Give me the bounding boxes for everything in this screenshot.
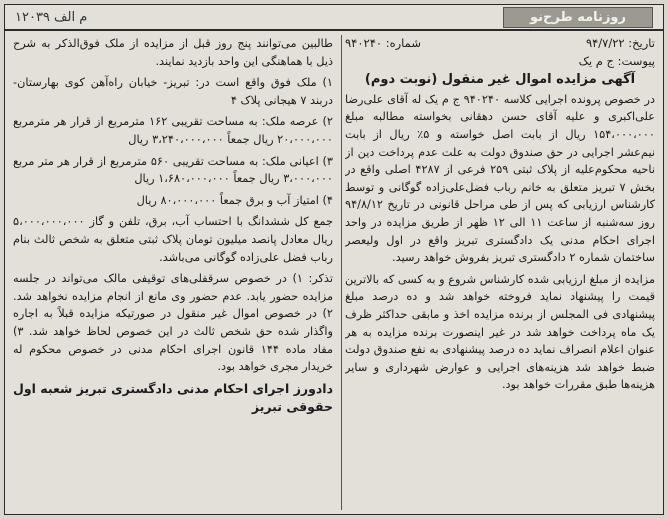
- notice-number: [345, 35, 421, 53]
- date-value: ۹۴/۷/۲۲: [585, 36, 625, 50]
- number-value: ۹۴۰۲۴۰: [345, 36, 383, 50]
- notice-signature: دادورز اجرای احکام مدنی دادگستری تبریز شعبه اول حقوقی تبریز: [13, 380, 333, 414]
- property-item-land: ۲) عرصه ملک: به مساحت تقریبی ۱۶۲ مترمربع از قرار هر مترمربع ۲۰،۰۰۰،۰۰۰ ریال جمعاً ۳،۲۴۰،۰۰۰،۰۰۰ ریال: [13, 115, 333, 146]
- notice-date-number-row: [345, 35, 655, 53]
- property-item-location: ۱) ملک فوق واقع است در: تبریز- خیابان راه‌آهن کوی بهارستان- دربند ۷ هیجانی پلاک ۴: [13, 76, 333, 107]
- notice-paragraph-terms: مزایده از مبلغ ارزیابی شده کارشناس شروع و به کسی که بالاترین قیمت را پیشنهاد نماید فروخته خواهد شد و ده درصد مبلغ پیشنهادی فی المجلس از برنده مزایده اخذ و مابقی حداکثر ظرف یک ماه پرداخت خواهد شد در غیر اینصورت برنده مزایده به هر عنوان اعلام انصراف نماید ده درصد پیشنهادی به نفع صندوق دولت ضبط خواهد شد هزینه‌های اجرایی و عوارض شهرداری و سایر هزینه‌ها طبق مقررات خواهد بود.: [345, 272, 655, 392]
- issue-number: م الف ۱۲۰۳۹: [15, 9, 88, 25]
- date-label: تاریخ:: [628, 36, 655, 50]
- newspaper-clipping: [4, 4, 664, 515]
- notice-paragraph-case: در خصوص پرونده اجرایی کلاسه ۹۴۰۲۴۰ ج م یک له آقای علی‌رضا علی‌اکبری و علیه آقای حسن دهقانی بخواسته مطالبه مبلغ ۱۵۴،۰۰۰،۰۰۰ ریال از بابت اصل خواسته و ۵٪ ریال از بابت نیم‌عشر اجرایی در حق صندوق دولت به علت عدم پرداخت دین از ناحیه محکوم‌علیه از پلاک ثبتی ۲۵۹ فرعی از ۴۲۸۷ اصلی واقع در بخش ۷ تبریز متعلق به خانم رباب فضل‌علی‌زاده گوگانی و توسط کارشناس ارزیابی که پس از طی مراحل قانونی در تاریخ ۹۴/۸/۱۲ روز سه‌شنبه از ساعت ۱۱ الی ۱۲ ظهر از طریق مزایده در واحد اجرای احکام مدنی یک دادگستری تبریز واقع در اول ولیعصر ساختمان شماره ۲ دادگستری تبریز بفروش خواهد رسید.: [345, 92, 655, 265]
- notice-paragraph-total: جمع کل ششدانگ با احتساب آب، برق، تلفن و گاز ۵،۰۰۰،۰۰۰،۰۰۰ ریال معادل پانصد میلیون تومان پلاک ثبتی متعلق به شخص ثالث بنام رباب فضل علی‌زاده گوگانی می‌باشد.: [13, 215, 333, 264]
- notice-attachment: [579, 53, 655, 71]
- property-item-utilities: ۴) امتیاز آب و برق جمعاً ۸۰،۰۰۰،۰۰۰ ریال: [136, 193, 333, 207]
- notice-paragraph-visit: طالبین می‌توانند پنج روز قبل از مزایده از ملک فوق‌الذکر به شرح ذیل با هماهنگی این واحد بازدید نمایند.: [13, 37, 333, 68]
- number-label: شماره:: [385, 36, 421, 50]
- notice-paragraph-notes: تذکر: ۱) در خصوص سرقفلی‌های توقیفی مالک می‌تواند در جلسه مزایده حضور یابد. عدم حضور وی مانع از انجام مزایده نخواهد شد. ۲) در خصوص اموال غیر منقول در صورتیکه مزایده قبلاً به اجاره واگذار شده حق شخص ثالث در این خصوص لحاظ خواهد شد. ۳) مفاد ماده ۱۴۴ قانون اجرای احکام مدنی در خصوص محکوم له خریدار مجری خواهد بود.: [13, 272, 333, 374]
- clipping-header: [5, 5, 663, 31]
- attachment-value: ج م یک: [578, 53, 614, 68]
- notice-attachment-row: [345, 53, 655, 71]
- notice-title: آگهی مزایده اموال غیر منقول (نوبت دوم): [364, 72, 636, 88]
- notice-right-column: [345, 35, 655, 510]
- column-divider: [341, 35, 342, 510]
- notice-left-column: [13, 35, 333, 510]
- notice-date: [586, 35, 655, 53]
- attachment-label: پیوست:: [617, 53, 655, 68]
- newspaper-masthead: روزنامه طرح‌نو: [503, 7, 653, 28]
- property-item-building: ۳) اعیانی ملک: به مساحت تقریبی ۵۶۰ مترمربع از قرار هر متر مربع ۳،۰۰۰،۰۰۰ ریال جمعاً ۱،۶۸۰،۰۰۰،۰۰۰ ریال: [13, 154, 333, 186]
